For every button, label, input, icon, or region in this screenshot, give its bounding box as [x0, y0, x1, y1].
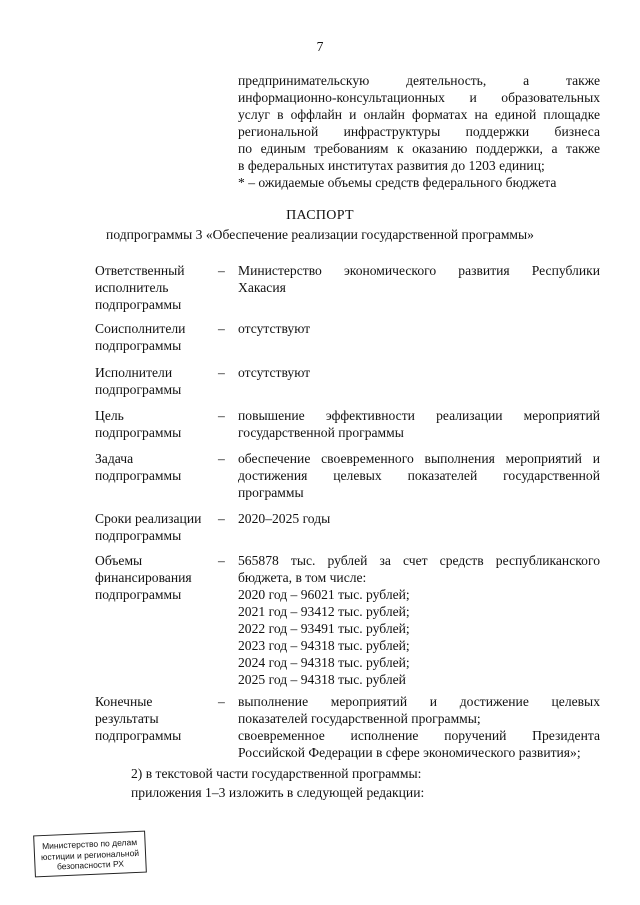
row-dash: – — [218, 694, 225, 709]
row-label: Конечные результаты подпрограммы — [95, 694, 182, 743]
closing-paragraph: 2) в текстовой части государственной программы: — [131, 766, 422, 781]
funding-year-line: 2025 год – 94318 тыс. рублей — [238, 672, 406, 687]
footnote: * – ожидаемые объемы средств федерального бюджета — [238, 175, 557, 190]
row-value: 2020–2025 годы — [238, 511, 331, 526]
continuation-line: в федеральных институтах развития до 1203 единиц; — [238, 158, 545, 173]
row-value: отсутствуют — [238, 321, 311, 336]
funding-year-line: 2022 год – 93491 тыс. рублей; — [238, 621, 410, 636]
row-label: Задача подпрограммы — [95, 451, 182, 483]
passport-title: ПАСПОРТ — [286, 208, 354, 223]
funding-year-line: 2023 год – 94318 тыс. рублей; — [238, 638, 410, 653]
row-value: повышение эффективности реализации мероприятий государственной программы — [238, 408, 600, 440]
row-label: Исполнители подпрограммы — [95, 365, 182, 397]
registration-stamp: Министерство по делам юстиции и региональной безопасности РХ — [33, 831, 147, 878]
row-value: Министерство экономического развития Республики Хакасия — [238, 263, 600, 295]
row-label: Соисполнители подпрограммы — [95, 321, 186, 353]
closing-paragraph: приложения 1–3 изложить в следующей редакции: — [131, 785, 425, 800]
row-value: отсутствуют — [238, 365, 311, 380]
row-dash: – — [218, 408, 225, 423]
continuation-line: по единым требованиям к оказанию поддержки, а также — [238, 141, 600, 156]
continuation-line: информационно-консультационных и образовательных — [238, 90, 600, 105]
row-value: обеспечение своевременного выполнения мероприятий и достижения целевых показателей государственной программы — [238, 451, 600, 500]
passport-subtitle: подпрограммы 3 «Обеспечение реализации государственной программы» — [106, 227, 534, 242]
row-value: выполнение мероприятий и достижение целевых показателей государственной программы; своевременное исполнение поручений Президента Российской Федерации в сфере экономического развития»; — [238, 694, 600, 760]
row-dash: – — [218, 365, 225, 380]
continuation-line: региональной инфраструктуры поддержки бизнеса — [238, 124, 600, 139]
previous-section-continuation — [238, 72, 600, 191]
funding-year-line: 2021 год – 93412 тыс. рублей; — [238, 604, 410, 619]
funding-year-line: 2020 год – 96021 тыс. рублей; — [238, 587, 410, 602]
row-label: Сроки реализации подпрограммы — [95, 511, 202, 543]
page-number: 7 — [316, 39, 324, 54]
continuation-line: предпринимательскую деятельность, а также — [238, 73, 600, 88]
funding-year-line: 2024 год – 94318 тыс. рублей; — [238, 655, 410, 670]
row-label: Объемы финансирования подпрограммы — [95, 553, 192, 602]
continuation-line: услуг в оффлайн и онлайн форматах на единой площадке — [238, 107, 600, 122]
row-dash: – — [218, 451, 225, 466]
row-label: Цель подпрограммы — [95, 408, 182, 440]
row-label: Ответственный исполнитель подпрограммы — [95, 263, 185, 312]
row-dash: – — [218, 321, 225, 336]
row-dash: – — [218, 553, 225, 568]
row-value: 565878 тыс. рублей за счет средств республиканского бюджета, в том числе: 2020 год – 96021 тыс. рублей; 2021 год – 93412 тыс. рублей; 2022 год – 93491 тыс. рублей; 2023 год – 94318 тыс. рублей; 2024 год – 94318 тыс. рублей; 2025 год – 94318 тыс. рублей — [238, 553, 600, 687]
row-dash: – — [218, 511, 225, 526]
row-dash: – — [218, 263, 225, 278]
